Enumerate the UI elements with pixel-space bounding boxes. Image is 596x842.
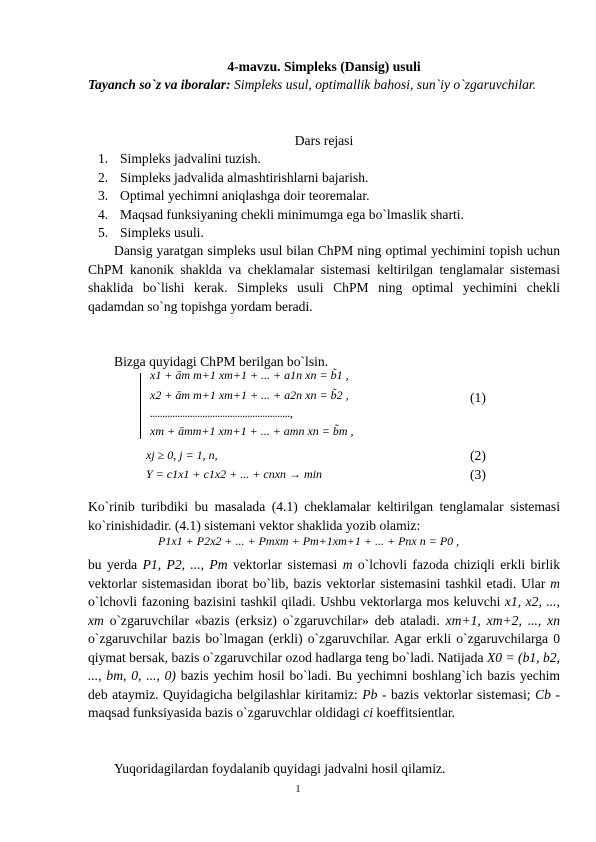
math-m: m: [550, 575, 560, 591]
keywords-label: Tayanch so`z va iboralar:: [88, 77, 231, 92]
basis-paragraph: [88, 556, 560, 723]
intro-paragraph: Dansig yaratgan simpleks usul bilan ChPM ning optimal yechimini topish uchun ChPM kanonik shaklda va cheklamalar sistemasi keltirilgan tenglamalar sistemasi shaklida bo`lishi kerak. Simpleks usuli ChPM ning optimal yechimini chekli qadamdan so`ng topishga yordam beradi.: [88, 243, 560, 314]
system-row-3: ........................................................,: [150, 406, 293, 420]
math-initial-solution: X0 = (b1, b2, ..., bm, 0, ..., 0): [88, 649, 560, 683]
plan-list: [98, 150, 558, 243]
list-item-text: Maqsad funksiyaning chekli minimumga ega bo`lmaslik sharti.: [120, 206, 464, 222]
list-item-text: Simpleks jadvalida almashtirishlarni bajarish.: [120, 169, 369, 185]
math-m: m: [342, 557, 353, 572]
list-item-text: Simpleks usuli.: [120, 225, 204, 240]
list-item: [98, 187, 558, 206]
plan-heading: Dars rejasi: [294, 133, 354, 148]
vector-form-paragraph: Ko`rinib turibdiki bu masalada (4.1) cheklamalar keltirilgan tenglamalar sistemasi ko`rinishidadir. (4.1) sistemani vektor shaklida yozib olamiz:: [88, 499, 560, 533]
math-free-variables: xm+1, xm+2, ..., xn: [445, 612, 560, 628]
math-cb: Cb: [535, 686, 551, 702]
list-item: [98, 169, 558, 188]
equation-number-3: (3): [470, 467, 486, 482]
equation-number-2: (2): [470, 448, 486, 463]
text-run: koeffitsientlar.: [373, 705, 456, 720]
text-run: o`lchovli fazoda chiziqli erkli birlik vektorlar sistemasidan iborat bo`lib, bazis vektorlar sistemasini tashkil etadi. Ular: [88, 557, 560, 591]
text-run: - maqsad funksiyasida bazis o`zgaruvchlar oldidagi: [88, 686, 560, 720]
list-item-text: Optimal yechimni aniqlashga doir teoremalar.: [120, 188, 370, 203]
keywords-text: Simpleks usul, optimallik bahosi, sun`iy o`zgaruvchilar.: [230, 77, 537, 92]
text-run: - bazis vektorlar sistemasi;: [377, 686, 536, 702]
page-number: 1: [295, 784, 301, 795]
equation-number-1: (1): [470, 390, 486, 405]
text-run: vektorlar sistemasi: [227, 557, 343, 572]
list-item-number: 1.: [98, 151, 109, 166]
vector-equation: P1x1 + P2x2 + ... + Pmxm + Pm+1xm+1 + ... + Pnx n = P0 ,: [158, 534, 460, 548]
list-item: [98, 206, 558, 225]
system-row-1: x1 + ām m+1 xm+1 + ... + a1n xn = b̃1 ,: [150, 368, 349, 382]
list-item-number: 3.: [98, 188, 109, 203]
closing-paragraph: Yuqoridagilardan foydalanib quyidagi jadvalni hosil qilamiz.: [114, 761, 446, 776]
list-item-text: Simpleks jadvalini tuzish.: [120, 151, 261, 166]
math-ci: ci: [363, 705, 373, 720]
system-row-2: x2 + ām m+1 xm+1 + ... + a2n xn = b̃2 ,: [150, 388, 349, 402]
text-run: o`zgaruvchilar bazis bo`lmagan (erkli) o`zgaruvchilar. Agar erkli o`zgaruvchilarga 0 qiymat bersak, bazis o`zgaruvchilar ozod hadlarga teng bo`ladi. Natijada: [88, 631, 560, 665]
list-item: [98, 224, 558, 243]
list-item-number: 4.: [98, 206, 109, 222]
given-line: Bizga quyidagi ChPM berilgan bo`lsin.: [114, 354, 329, 369]
math-basis-vectors: P1, P2, ..., Pm: [142, 557, 228, 572]
text-run: bu yerda: [88, 557, 143, 572]
objective-function: Y = c1x1 + c1x2 + ... + cnxn → min: [146, 467, 323, 481]
list-item: [98, 150, 558, 169]
system-row-4: xm + āmm+1 xm+1 + ... + amn xn = b̃m ,: [150, 424, 354, 438]
list-item-number: 5.: [98, 225, 109, 240]
nonnegativity-condition: xj ≥ 0, j = 1, n,: [146, 448, 218, 462]
page-title: 4-mavzu. Simpleks (Dansig) usuli: [227, 59, 421, 74]
text-run: bazis yechim hosil bo`ladi. Bu yechimni boshlang`ich bazis yechim deb ataymiz. Quyidagicha belgilashlar kiritamiz:: [88, 668, 560, 702]
text-run: o`zgaruvchilar «bazis (erksiz) o`zgaruvchilar» deb ataladi.: [103, 612, 446, 628]
math-basis-variables: x1, x2, ..., xm: [88, 594, 560, 628]
math-pb: Pb: [362, 686, 378, 702]
text-run: o`lchovli fazoning bazisini tashkil qiladi. Ushbu vektorlarga mos keluvchi: [88, 594, 505, 609]
list-item-number: 2.: [98, 169, 109, 185]
keywords-paragraph: [88, 76, 560, 95]
